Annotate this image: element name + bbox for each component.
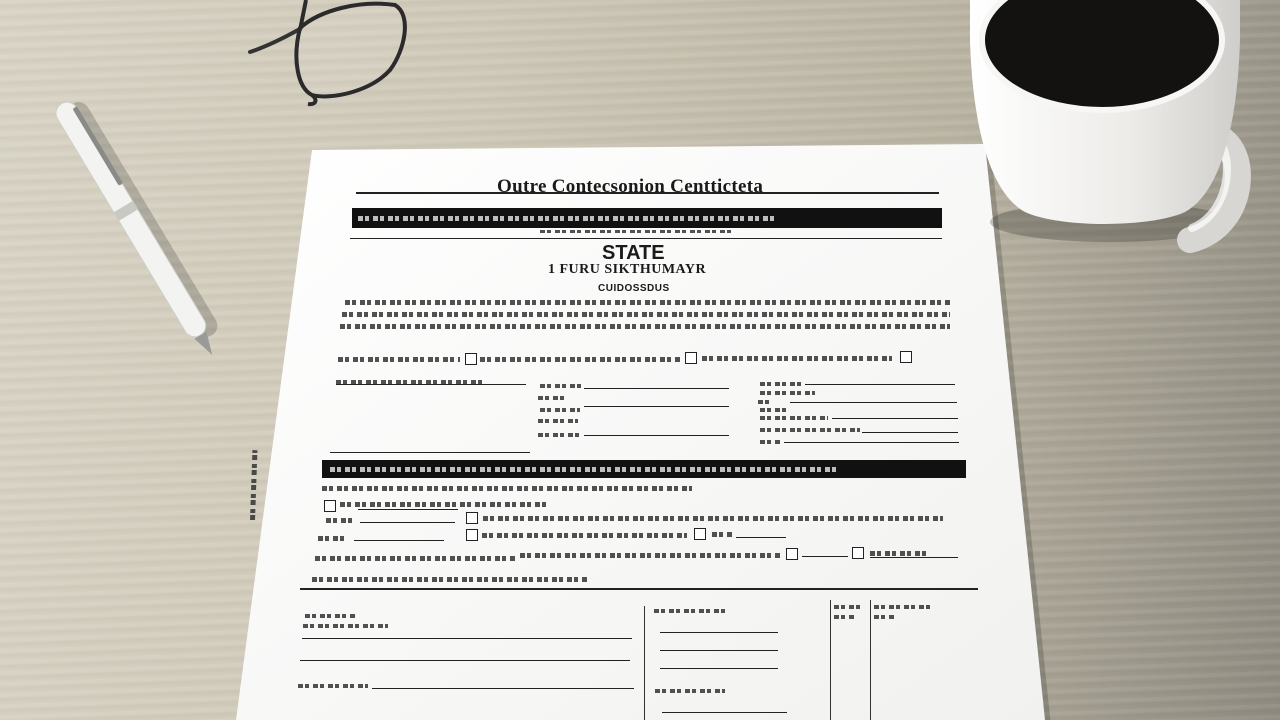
document-subtitle: 1 FURU SIKTHUMAYR: [548, 262, 707, 277]
document-title: Outre Contecsonion Centticteta: [497, 176, 764, 197]
section-caption: CUIDOSSDUS: [598, 283, 670, 294]
state-label: STATE: [602, 242, 665, 264]
